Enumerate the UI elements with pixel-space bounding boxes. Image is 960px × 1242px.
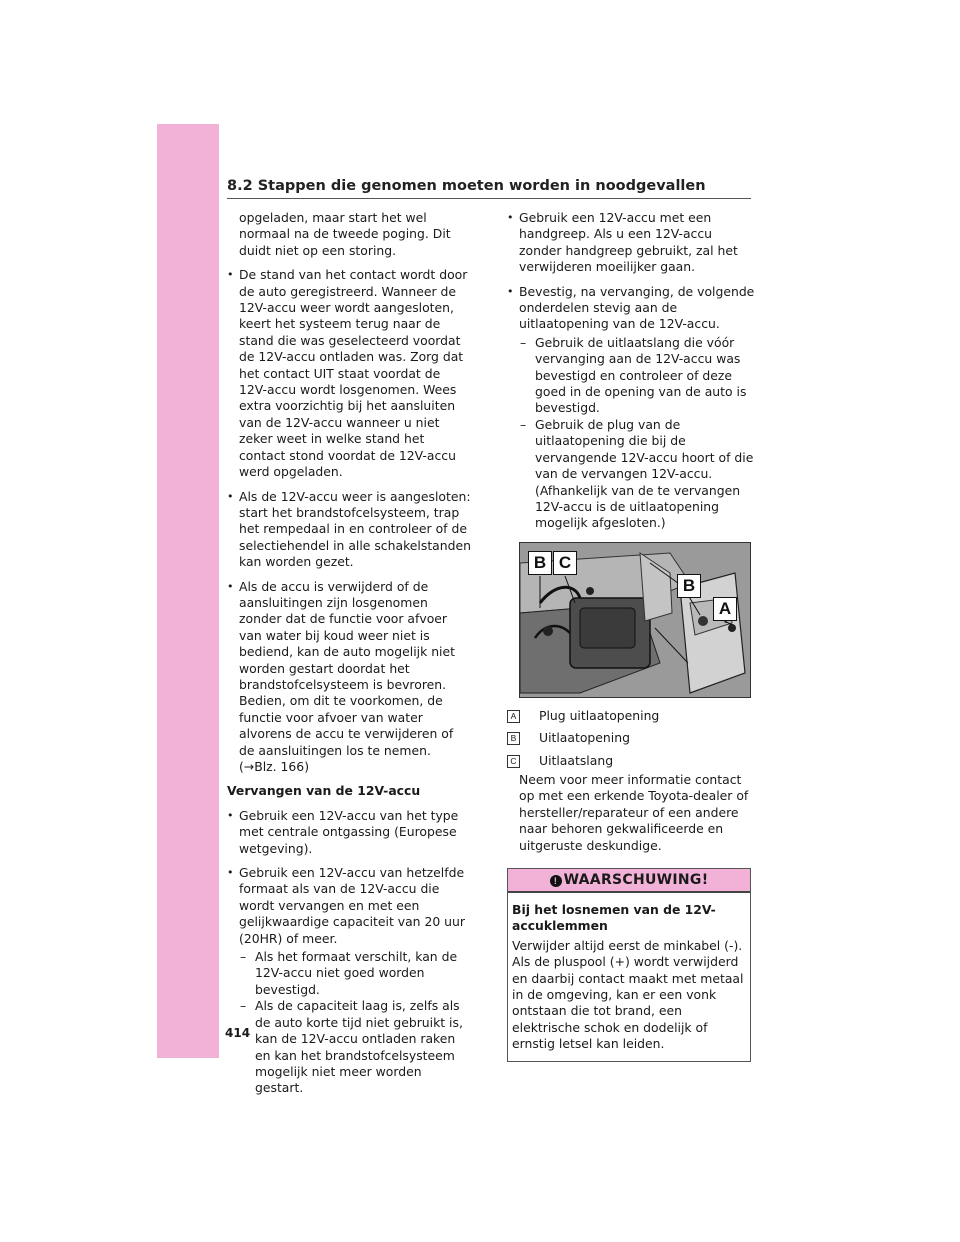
left-column: [227, 210, 472, 1097]
warning-box: [507, 868, 751, 1062]
warning-body: [508, 893, 750, 1061]
legend-key: C: [507, 755, 520, 768]
figure-label-a-inset: A: [713, 597, 737, 621]
page-number: 414: [225, 1026, 251, 1040]
warning-title: WAARSCHUWING!: [563, 871, 709, 888]
continuation-text: opgeladen, maar start het wel normaal na de tweede poging. Dit duidt niet op een storing.: [239, 210, 451, 258]
legend-item-b: [507, 730, 755, 746]
bullet-text: Bevestig, na vervanging, de volgende onderdelen stevig aan de uitlaatopening van de 12V-accu.: [519, 283, 755, 332]
bullet-item: • Als de accu is verwijderd of de aansluitingen zijn losgenomen zonder dat de functie voor afvoer van water bij koud weer niet is bediend, kan de auto mogelijk niet worden gestart doordat het brandstofcelsysteem is bevroren. Bedien, om dit te voorkomen, de functie voor afvoer van water alvorens de accu te verwijderen of de aansluitingen los te nemen. (→Blz. 166): [227, 579, 472, 776]
subheading-replace-battery: Vervangen van de 12V-accu: [227, 783, 421, 799]
right-column: [507, 210, 755, 1062]
bullet-item: [507, 284, 755, 532]
battery-exhaust-figure: [519, 542, 751, 698]
figure-label-c: C: [553, 551, 577, 575]
warning-text: Verwijder altijd eerst de minkabel (-). Als de pluspool (+) wordt verwijderd en daarbij contact maakt met metaal in de omgeving, kan er een vonk ontstaan die tot brand, een elektrische schok en dodelijk of ernstig letsel kan leiden.: [512, 937, 744, 1052]
legend-text: Uitlaatopening: [539, 730, 630, 746]
sub-item: – Gebruik de plug van de uitlaatopening die bij de vervangende 12V-accu hoort of die van de vervangen 12V-accu. (Afhankelijk van de te vervangen 12V-accu is de uitlaatopening mogelijk afgesloten.): [507, 417, 755, 532]
bullet-item: • Als de 12V-accu weer is aangesloten: start het brandstofcelsysteem, trap het rempedaal in en controleer of de selectiehendel in alle schakelstanden kan worden gezet.: [227, 489, 472, 571]
bullet-text: Gebruik een 12V-accu van hetzelfde formaat als van de 12V-accu die wordt vervangen en met een gelijkwaardige capaciteit van 20 uur (20HR) of meer.: [239, 865, 465, 946]
bullet-item: • De stand van het contact wordt door de auto geregistreerd. Wanneer de 12V-accu weer wordt aangesloten, keert het systeem terug naar de stand die was geselecteerd voordat de 12V-accu ontladen was. Zorg dat het contact UIT staat voordat de 12V-accu wordt losgenomen. Wees extra voorzichtig bij het aansluiten van de 12V-accu wanneer u niet zeker weet in welke stand het contact stond voordat de 12V-accu werd opgeladen.: [227, 267, 472, 480]
sub-list: [507, 335, 755, 532]
sub-item: – Gebruik de uitlaatslang die vóór vervanging aan de 12V-accu was bevestigd en controleer of deze goed in de opening van de auto is bevestigd.: [507, 335, 755, 417]
section-title: 8.2 Stappen die genomen moeten worden in noodgevallen: [227, 178, 706, 194]
sub-list: [227, 949, 472, 1097]
warning-header: [508, 869, 750, 893]
bullet-item: • Gebruik een 12V-accu van het type met centrale ontgassing (Europese wetgeving).: [227, 808, 472, 857]
warning-subtitle: Bij het losnemen van de 12V-accuklemmen: [512, 901, 716, 934]
figure-label-b-inset: B: [677, 574, 701, 598]
legend-key: B: [507, 732, 520, 745]
warning-triangle-icon: !: [550, 875, 562, 887]
header-rule: [227, 198, 751, 199]
figure-label-b: B: [528, 551, 552, 575]
chapter-sidebar-tab: [157, 124, 219, 1058]
sub-item: – Als het formaat verschilt, kan de 12V-accu niet goed worden bevestigd.: [227, 949, 472, 998]
legend-key: A: [507, 710, 520, 723]
legend-item-a: [507, 708, 755, 724]
legend-note: Neem voor meer informatie contact op met een erkende Toyota-dealer of hersteller/reparateur of een andere naar behoren gekwalificeerde en uitgeruste deskundige.: [519, 771, 749, 853]
legend-text: Plug uitlaatopening: [539, 707, 660, 723]
sub-item: – Als de capaciteit laag is, zelfs als de auto korte tijd niet gebruikt is, kan de 12V-accu ontladen raken en kan het brandstofcelsysteem mogelijk niet meer worden gestart.: [227, 998, 472, 1096]
legend-item-c: [507, 753, 755, 769]
bullet-item: [227, 865, 472, 1097]
bullet-item: • Gebruik een 12V-accu met een handgreep. Als u een 12V-accu zonder handgreep gebruikt, zal het verwijderen moeilijker gaan.: [507, 210, 755, 276]
legend-text: Uitlaatslang: [539, 752, 614, 768]
